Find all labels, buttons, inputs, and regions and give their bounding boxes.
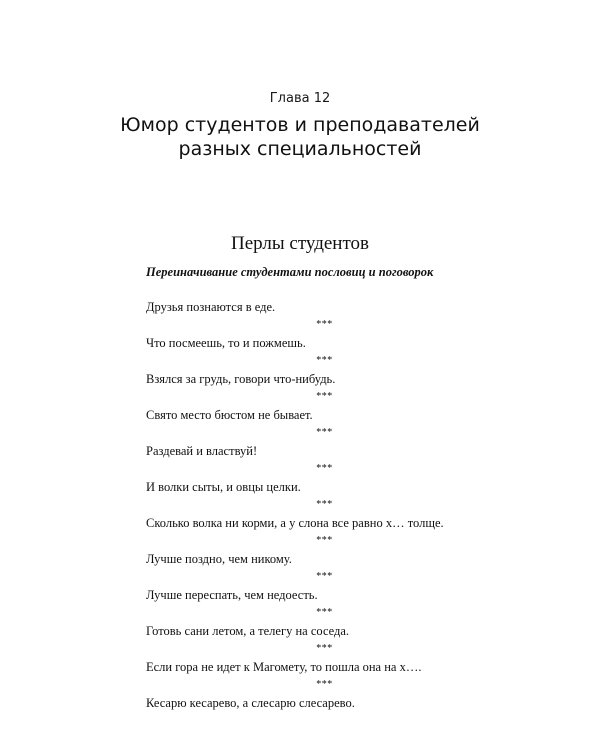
proverb-item: Что посмеешь, то и пожмешь.: [146, 336, 306, 350]
separator: ***: [316, 535, 333, 546]
proverb-item: Взялся за грудь, говори что-нибудь.: [146, 372, 336, 386]
separator: ***: [316, 391, 333, 402]
separator: ***: [316, 427, 333, 438]
separator: ***: [316, 643, 333, 654]
proverb-item: И волки сыты, и овцы целки.: [146, 480, 301, 494]
proverb-list: [146, 298, 566, 712]
separator: ***: [316, 499, 333, 510]
separator: ***: [316, 679, 333, 690]
separator: ***: [316, 571, 333, 582]
separator: ***: [316, 355, 333, 366]
separator: ***: [316, 319, 333, 330]
chapter-title-line-2: разных специальностей: [178, 138, 422, 160]
separator: ***: [316, 463, 333, 474]
proverb-item: Готовь сани летом, а телегу на соседа.: [146, 624, 350, 638]
proverb-item: Свято место бюстом не бывает.: [146, 408, 313, 422]
proverb-item: Кесарю кесарево, а слесарю слесарево.: [146, 696, 355, 710]
chapter-title-line-1: Юмор студентов и преподавателей: [120, 114, 480, 136]
chapter-label: Глава 12: [269, 91, 331, 106]
proverb-item: Если гора не идет к Магомету, то пошла она на х….: [146, 660, 422, 674]
proverb-item: Сколько волка ни корми, а у слона все равно х… толще.: [146, 516, 444, 530]
subsection-title: Переиначивание студентами пословиц и поговорок: [146, 265, 434, 279]
chapter-title: [0, 113, 600, 161]
proverb-item: Друзья познаются в еде.: [146, 300, 276, 314]
proverb-item: Лучше поздно, чем никому.: [146, 552, 292, 566]
separator: ***: [316, 607, 333, 618]
proverb-item: Раздевай и властвуй!: [146, 444, 258, 458]
proverb-item: Лучше переспать, чем недоесть.: [146, 588, 318, 602]
section-title: Перлы студентов: [231, 233, 369, 254]
